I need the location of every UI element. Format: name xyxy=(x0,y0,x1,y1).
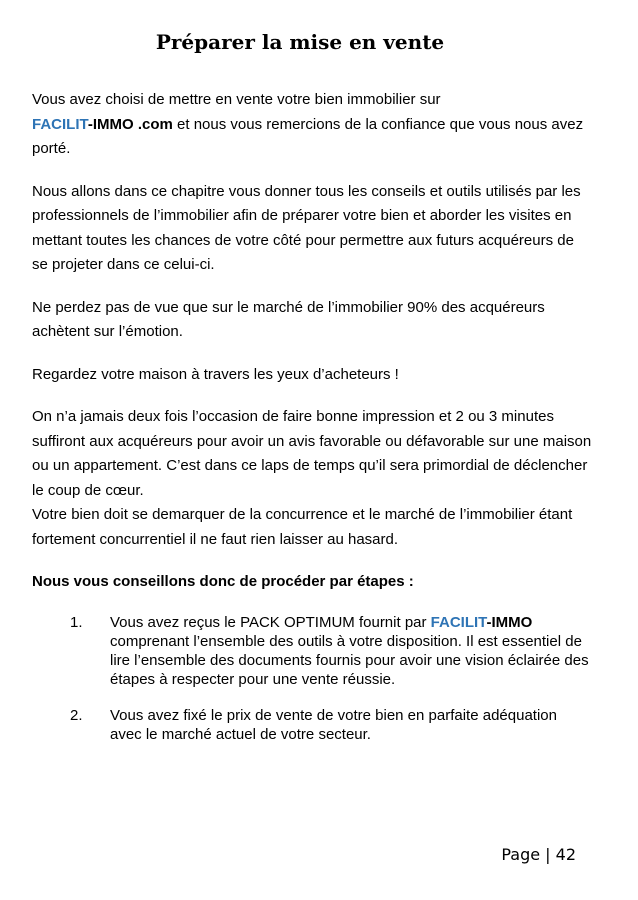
buyer-eyes-paragraph: Regardez votre maison à travers les yeux d’acheteurs ! xyxy=(32,365,399,383)
list-item xyxy=(32,613,592,689)
brand-name-facilit: FACILIT xyxy=(430,613,487,631)
intro-text-end: et nous vous remercions de la confiance que vous nous avez porté. xyxy=(32,115,584,157)
impression-paragraph: On n’a jamais deux fois l’occasion de faire bonne impression et 2 ou 3 minutes suffiront aux acquéreurs pour avoir un avis favorable ou défavorable sur une maison ou un appartement. C’est dans ce laps de temps qu’il sera primordial de déclencher le coup de cœur. xyxy=(32,408,592,499)
page-number: Page | 42 xyxy=(501,845,576,864)
intro-text: Vous avez choisi de mettre en vente votre bien immobilier sur xyxy=(32,91,441,108)
steps-heading: Nous vous conseillons donc de procéder par étapes : xyxy=(32,573,414,590)
page-title: Préparer la mise en vente xyxy=(155,30,445,54)
step-number: 2. xyxy=(70,706,83,724)
step-number: 1. xyxy=(70,613,83,631)
intro-paragraph xyxy=(32,88,592,162)
competition-paragraph: Votre bien doit se demarquer de la concurrence et le marché de l’immobilier étant fortement concurrentiel il ne faut rien laisser au hasard. xyxy=(32,506,573,548)
step-text: Vous avez reçus le PACK OPTIMUM fournit par xyxy=(110,613,431,631)
steps-list xyxy=(32,613,592,744)
step-text-end: comprenant l’ensemble des outils à votre disposition. Il est essentiel de lire l’ensemble des documents fournis pour avoir une vision éclairée des étapes à respecter pour une vente réussie. xyxy=(110,632,589,688)
brand-name-immo: -IMMO .com xyxy=(87,115,173,133)
document-body xyxy=(32,88,592,761)
brand-name-facilit: FACILIT xyxy=(32,115,88,133)
step-text: Vous avez fixé le prix de vente de votre bien en parfaite adéquation avec le marché actuel de votre secteur. xyxy=(110,706,557,743)
list-item xyxy=(32,706,592,744)
brand-name-immo: -IMMO xyxy=(486,613,533,631)
chapter-paragraph: Nous allons dans ce chapitre vous donner tous les conseils et outils utilisés par les professionnels de l’immobilier afin de préparer votre bien et aborder les visites en mettant toutes les chances de votre côté pour permettre aux futurs acquéreurs de se projeter dans ce celui-ci. xyxy=(32,182,581,273)
emotion-paragraph: Ne perdez pas de vue que sur le marché de l’immobilier 90% des acquéreurs achètent sur l’émotion. xyxy=(32,298,545,340)
